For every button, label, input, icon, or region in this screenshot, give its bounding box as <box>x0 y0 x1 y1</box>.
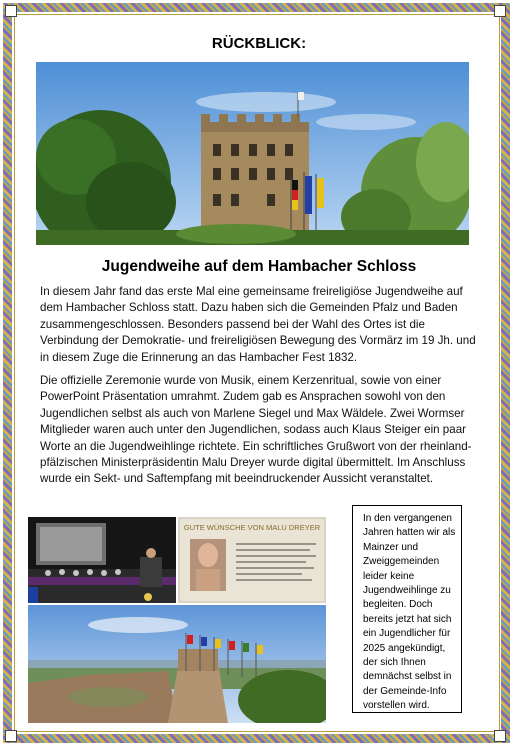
article-paragraph-1: In diesem Jahr fand das erste Mal eine gemeinsame freireligiöse Jugendweihe auf dem Hambacher Schloss statt. Dazu haben sich die Gemeinden Pfalz und Baden zusammengeschlossen. Besonders passend bei der Wahl des Ortes ist die Verbindung der Demokratie- und freireligiösen Bewegung des Vormärz im 19 Jh. und in diesem Zuge die Erinnerung an das Hambacher Fest 1832. <box>40 285 476 364</box>
greeting-slide-photo <box>178 517 326 603</box>
newsletter-page <box>24 18 494 738</box>
article-heading: Jugendweihe auf dem Hambacher Schloss <box>101 258 417 275</box>
article-paragraph-2: Die offizielle Zeremonie wurde von Musik, einem Kerzenritual, sowie von einer PowerPoint Präsentation umrahmt. Zudem gab es Ansprachen sowohl von den Jugendlichen selbst als auch von Marlene Siegel und Max Wäldele. Zwei Wormser Mitglieder waren auch unter den Jugendlichen, sodass auch Klaus Steiger ein paar Worte an die Jugendweihlinge richtete. Ein schriftliches Grußwort von der rheinland-pfälzischen Ministerpräsidentin Malu Dreyer wurde digital übermittelt. Im Anschluss wurde ein Sekt- und Saftempfang mit beeindruckender Aussicht veranstaltet. <box>40 374 472 486</box>
corner-mark-top-right <box>494 5 506 17</box>
castle-view-photo <box>28 605 326 723</box>
corner-mark-top-left <box>5 5 17 17</box>
hambach-castle-photo <box>36 62 469 245</box>
greeting-slide-caption: GUTE WÜNSCHE VON MALU DREYER <box>183 523 321 532</box>
ceremony-stage-photo <box>28 517 176 603</box>
info-box: In den vergangenen Jahren hatten wir als Mainzer und Zweiggemeinden leider keine Jugendweihlinge zu begleiten. Doch bereits jetzt hat sich ein Jugendlicher für 2025 angekündigt, der sich Ihnen demnächst selbst in der Gemeinde-Info vorstellen wird. <box>352 505 462 713</box>
section-title: RÜCKBLICK: <box>211 35 307 52</box>
corner-mark-bottom-right <box>494 730 506 742</box>
corner-mark-bottom-left <box>5 730 17 742</box>
